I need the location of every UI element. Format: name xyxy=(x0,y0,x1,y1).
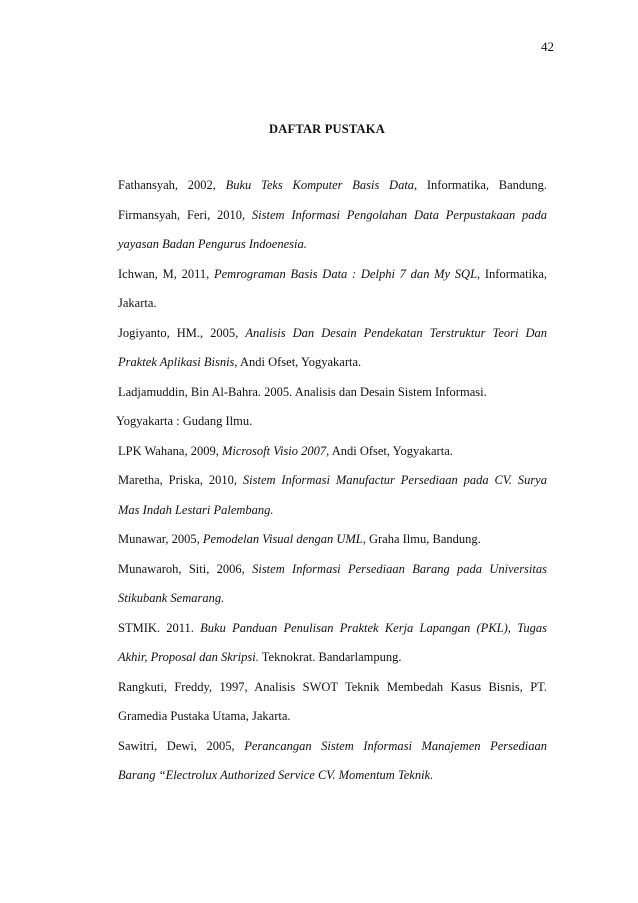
ref-cont: Yogyakarta : Gudang Ilmu. xyxy=(116,414,253,428)
ref-title-cont: Barang “Electrolux Authorized Service CV. Momentum Teknik. xyxy=(118,768,434,782)
ref-text: Rangkuti, Freddy, 1997, Analisis SWOT Teknik Membedah Kasus Bisnis, PT. xyxy=(118,679,547,694)
ref-cont: Jakarta. xyxy=(118,296,157,310)
ref-title: Pemodelan Visual dengan UML xyxy=(202,532,363,546)
ref-title: Pemrograman Basis Data : Delphi 7 dan My SQL xyxy=(214,266,478,281)
ref-title: Buku Teks Komputer Basis Data xyxy=(225,178,415,192)
ref-title: Buku Panduan Penulisan Praktek Kerja Lapangan (PKL), Tugas xyxy=(200,620,547,635)
reference-item-10 xyxy=(118,673,547,732)
ref-text: Sawitri, Dewi, 2005, xyxy=(118,738,245,753)
ref-text: Maretha, Priska, 2010, xyxy=(118,473,243,487)
ref-cont: Teknokrat. Bandarlampung. xyxy=(258,650,402,664)
reference-item-11 xyxy=(118,732,547,791)
ref-title: Sistem Informasi Pengolahan Data Perpustakaan pada xyxy=(251,207,547,222)
page-number: 42 xyxy=(541,39,554,54)
ref-title: Sistem Informasi Persediaan Barang pada Universitas xyxy=(252,561,547,576)
ref-title: Microsoft Visio 2007 xyxy=(221,443,327,458)
ref-text: Munawar, 2005, xyxy=(118,532,203,546)
ref-title: Analisis Dan Desain Pendekatan Terstruktur Teori Dan xyxy=(245,325,548,340)
ref-text: Ladjamuddin, Bin Al-Bahra. 2005. Analisis dan Desain Sistem Informasi. xyxy=(118,384,487,399)
ref-text: Munawaroh, Siti, 2006, xyxy=(118,561,253,576)
ref-title: Sistem Informasi Manufactur Persediaan pada CV. Surya xyxy=(242,473,547,487)
reference-item-9 xyxy=(118,614,547,673)
ref-publisher: , Graha Ilmu, Bandung. xyxy=(362,532,481,546)
reference-item-8 xyxy=(118,555,547,614)
ref-text: STMIK. 2011. xyxy=(118,620,201,635)
ref-title-cont: yayasan Badan Pengurus Indoenesia. xyxy=(118,237,307,251)
ref-text: LPK Wahana, 2009, xyxy=(118,443,222,458)
ref-publisher: , Andi Ofset, Yogyakarta. xyxy=(326,443,453,458)
ref-title: Perancangan Sistem Informasi Manajemen Persediaan xyxy=(244,738,547,753)
ref-publisher: , Informatika, xyxy=(477,266,547,281)
ref-text: Ichwan, M, 2011, xyxy=(118,266,214,281)
ref-title-cont: Mas Indah Lestari Palembang. xyxy=(118,502,274,517)
ref-title-cont: Stikubank Semarang. xyxy=(118,591,225,605)
ref-text: Fathansyah, 2002, xyxy=(118,178,226,192)
reference-item-0 xyxy=(118,171,547,201)
ref-text: Firmansyah, Feri, 2010, xyxy=(118,207,252,222)
reference-item-4 xyxy=(118,378,547,437)
reference-item-3 xyxy=(118,319,547,378)
ref-text: Jogiyanto, HM., 2005, xyxy=(118,325,246,340)
reference-item-7 xyxy=(118,525,547,555)
reference-item-2 xyxy=(118,260,547,319)
reference-item-1 xyxy=(118,201,547,260)
reference-item-5 xyxy=(118,437,547,467)
reference-list xyxy=(118,171,547,791)
ref-cont: Gramedia Pustaka Utama, Jakarta. xyxy=(118,709,291,723)
ref-title-cont: Akhir, Proposal dan Skripsi. xyxy=(118,650,259,664)
ref-title-cont: Praktek Aplikasi Bisnis xyxy=(118,355,235,369)
reference-item-6 xyxy=(118,466,547,525)
ref-publisher: , Informatika, Bandung. xyxy=(414,178,547,192)
ref-cont: , Andi Ofset, Yogyakarta. xyxy=(234,355,362,369)
page-title: DAFTAR PUSTAKA xyxy=(269,122,385,136)
